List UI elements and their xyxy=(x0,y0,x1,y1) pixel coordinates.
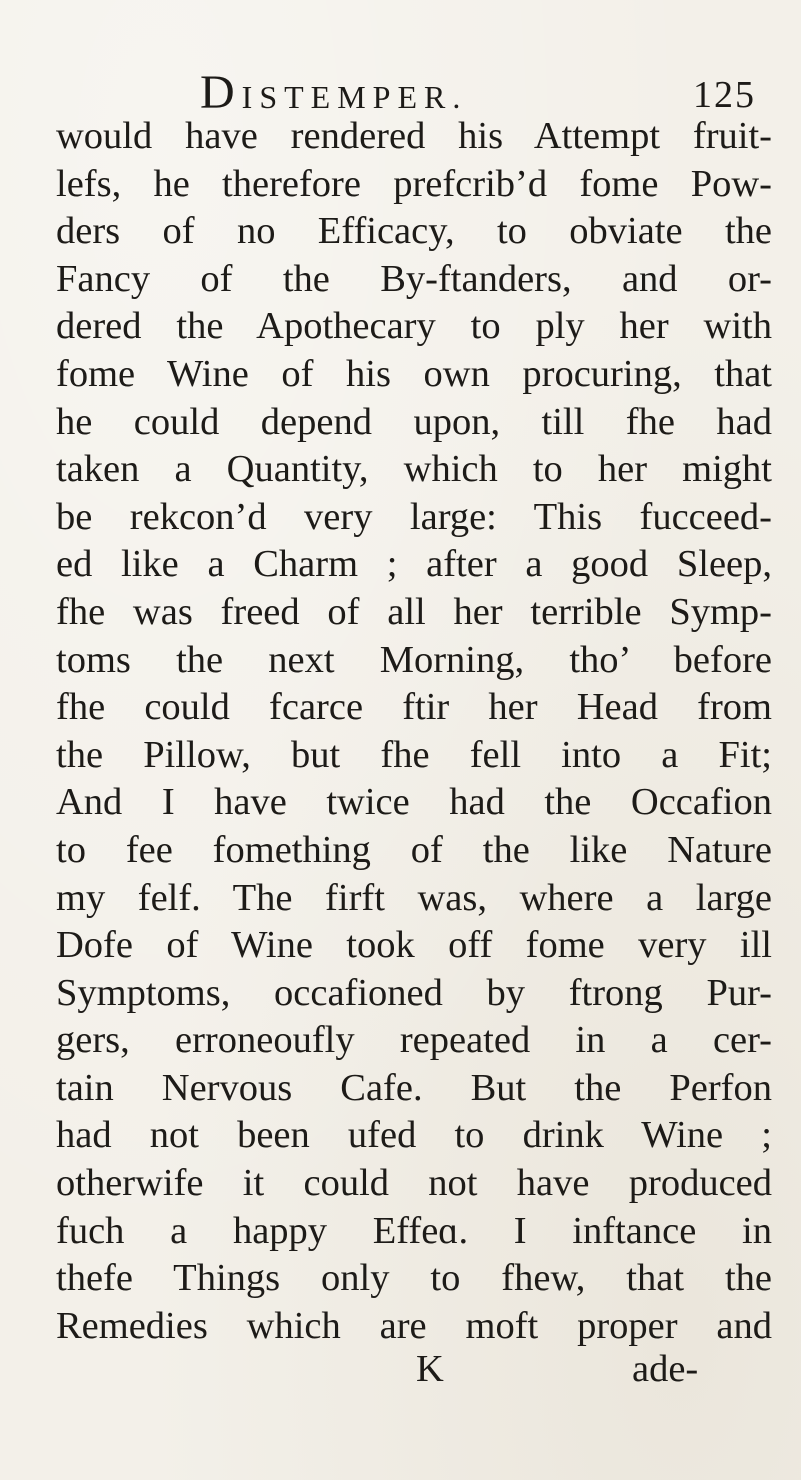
text-line: otherwife it could not have produced xyxy=(56,1162,772,1205)
text-line: be rekcon’d very large: This fucceed- xyxy=(56,495,772,538)
text-line: dered the Apothecary to ply her with xyxy=(56,305,772,348)
text-line: Dofe of Wine took off fome very ill xyxy=(56,924,772,967)
running-head xyxy=(0,68,801,118)
text-line: And I have twice had the Occafion xyxy=(56,781,772,824)
text-line: gers, erroneoufly repeated in a cer- xyxy=(56,1019,772,1062)
text-line: Fancy of the By-ftanders, and or- xyxy=(56,257,772,300)
text-line: Symptoms, occafioned by ftrong Pur- xyxy=(56,971,772,1014)
text-line: had not been ufed to drink Wine ; xyxy=(56,1114,772,1157)
text-line: the Pillow, but fhe fell into a Fit; xyxy=(56,733,772,776)
text-line: fhe was freed of all her terrible Symp- xyxy=(56,590,772,633)
text-line: he could depend upon, till fhe had xyxy=(56,400,772,443)
text-line: ed like a Charm ; after a good Sleep, xyxy=(56,543,772,586)
signature-mark: K xyxy=(416,1348,444,1390)
text-line: tain Nervous Cafe. But the Perfon xyxy=(56,1066,772,1109)
running-head-title-initial: D xyxy=(200,66,242,119)
text-line: my felf. The firft was, where a large xyxy=(56,876,772,919)
text-line: Remedies which are moft proper and xyxy=(56,1304,772,1347)
text-line: ders of no Efficacy, to obviate the xyxy=(56,210,772,253)
text-line: would have rendered his Attempt fruit- xyxy=(56,115,772,157)
text-line: thefe Things only to fhew, that the xyxy=(56,1257,772,1300)
catchword: ade- xyxy=(632,1348,699,1390)
body-text xyxy=(56,113,772,1350)
text-line: fome Wine of his own procuring, that xyxy=(56,352,772,395)
text-line: fhe could fcarce ftir her Head from xyxy=(56,686,772,729)
page-number: 125 xyxy=(693,74,756,116)
text-line: to fee fomething of the like Nature xyxy=(56,828,772,871)
text-line: taken a Quantity, which to her might xyxy=(56,448,772,491)
running-head-title-rest: ISTEMPER. xyxy=(241,79,468,115)
text-line: lefs, he therefore prefcrib’d fome Pow- xyxy=(56,162,772,205)
catchline xyxy=(56,1345,772,1393)
text-line: toms the next Morning, tho’ before xyxy=(56,638,772,681)
text-line: fuch a happy Effeɑ. I inftance in xyxy=(56,1209,772,1252)
